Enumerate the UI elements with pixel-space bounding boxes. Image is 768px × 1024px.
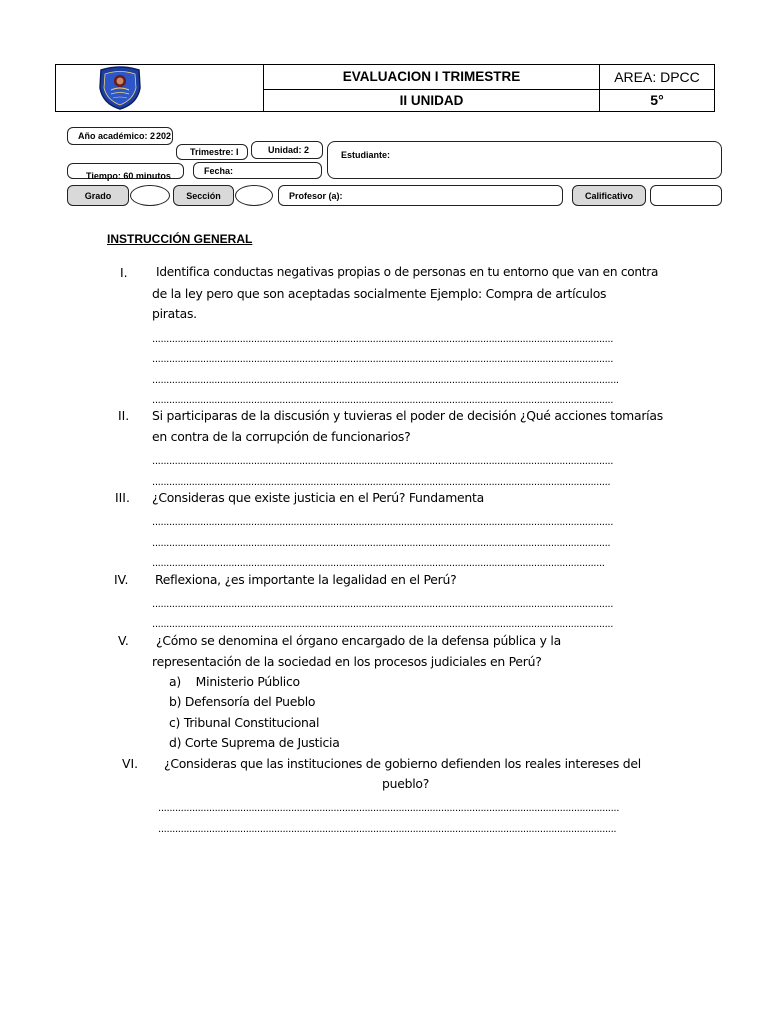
trimestre-field[interactable]	[176, 144, 248, 160]
question-3-number: III.	[115, 490, 130, 505]
academic-year-overlay: 202	[156, 131, 172, 141]
question-1-line-2: de la ley pero que son aceptadas socialmente Ejemplo: Compra de artículos	[152, 286, 607, 301]
time-field	[67, 163, 184, 179]
answer-line[interactable]: ...................................................................................................................................................................	[152, 334, 614, 343]
answer-line[interactable]: ...................................................................................................................................................................	[152, 517, 614, 526]
grade-label: 5°	[600, 89, 715, 111]
option-c: c) Tribunal Constitucional	[169, 715, 320, 730]
question-2-line-1: Si participaras de la discusión y tuvieras el poder de decisión ¿Qué acciones tomarías	[152, 408, 663, 423]
logo-cell	[56, 65, 264, 112]
question-4-line-1: Reflexiona, ¿es importante la legalidad en el Perú?	[155, 572, 457, 587]
student-name-field[interactable]	[327, 141, 722, 179]
answer-line[interactable]: ................................................................................................................................................................	[152, 558, 605, 567]
grado-input[interactable]	[130, 185, 170, 206]
answer-line[interactable]: ...................................................................................................................................................................	[152, 619, 614, 628]
unidad-field[interactable]	[251, 141, 323, 159]
seccion-input[interactable]	[235, 185, 273, 206]
question-6-line-1: ¿Consideras que las instituciones de gobierno defienden los reales intereses del	[164, 756, 641, 771]
date-field[interactable]	[193, 162, 322, 179]
grade-score-input[interactable]	[650, 185, 722, 206]
question-6-line-2: pueblo?	[382, 776, 430, 791]
option-b: b) Defensoría del Pueblo	[169, 694, 316, 709]
unidad-label: Unidad: 2	[268, 145, 310, 155]
answer-line[interactable]: ..................................................................................................................................................................	[158, 824, 617, 833]
unit-title: II UNIDAD	[264, 89, 600, 111]
question-2-number: II.	[118, 408, 130, 423]
grade-score-label-box	[572, 185, 646, 206]
school-emblem-icon	[97, 66, 143, 110]
question-5-number: V.	[118, 633, 129, 648]
option-d: d) Corte Suprema de Justicia	[169, 735, 340, 750]
answer-line[interactable]: ...................................................................................................................................................................	[152, 599, 614, 608]
question-2-line-2: en contra de la corrupción de funcionarios?	[152, 429, 411, 444]
instructions-heading: INSTRUCCIÓN GENERAL	[107, 232, 253, 246]
answer-line[interactable]: ...................................................................................................................................................................	[152, 395, 614, 404]
teacher-label: Profesor (a):	[289, 190, 343, 201]
date-label: Fecha:	[204, 165, 234, 176]
question-6-number: VI.	[122, 756, 139, 771]
seccion-label: Sección	[186, 190, 221, 201]
answer-line[interactable]: .....................................................................................................................................................................	[152, 375, 619, 384]
answer-line[interactable]: ..................................................................................................................................................................	[152, 538, 611, 547]
calificativo-label: Calificativo	[584, 190, 633, 201]
grado-label: Grado	[84, 190, 112, 201]
option-a: a) Ministerio Público	[169, 674, 300, 689]
area-label: AREA: DPCC	[600, 65, 715, 90]
exam-title: EVALUACION I TRIMESTRE	[264, 65, 600, 90]
question-1-line-3: piratas.	[152, 306, 197, 321]
trimestre-label: Trimestre: I	[190, 147, 239, 157]
grado-label-box	[67, 185, 129, 206]
answer-line[interactable]: ...................................................................................................................................................................	[152, 354, 614, 363]
question-1-line-1: Identifica conductas negativas propias o de personas en tu entorno que van en contra	[156, 265, 659, 279]
question-3-line-1: ¿Consideras que existe justicia en el Perú? Fundamenta	[152, 490, 484, 505]
seccion-label-box	[173, 185, 234, 206]
answer-line[interactable]: ...................................................................................................................................................................	[158, 803, 620, 812]
answer-line[interactable]: ...................................................................................................................................................................	[152, 456, 614, 465]
question-4-number: IV.	[114, 572, 129, 587]
question-1-number: I.	[120, 265, 128, 280]
question-5-line-2: representación de la sociedad en los procesos judiciales en Perú?	[152, 654, 542, 669]
question-5-line-1: ¿Cómo se denomina el órgano encargado de la defensa pública y la	[156, 633, 561, 648]
student-label: Estudiante:	[341, 150, 391, 160]
teacher-field[interactable]	[278, 185, 563, 206]
time-label: Tiempo: 60 minutos	[86, 171, 171, 181]
answer-line[interactable]: ..................................................................................................................................................................	[152, 477, 611, 486]
header-table	[55, 64, 715, 112]
academic-year-label: Año académico: 2	[78, 131, 156, 141]
